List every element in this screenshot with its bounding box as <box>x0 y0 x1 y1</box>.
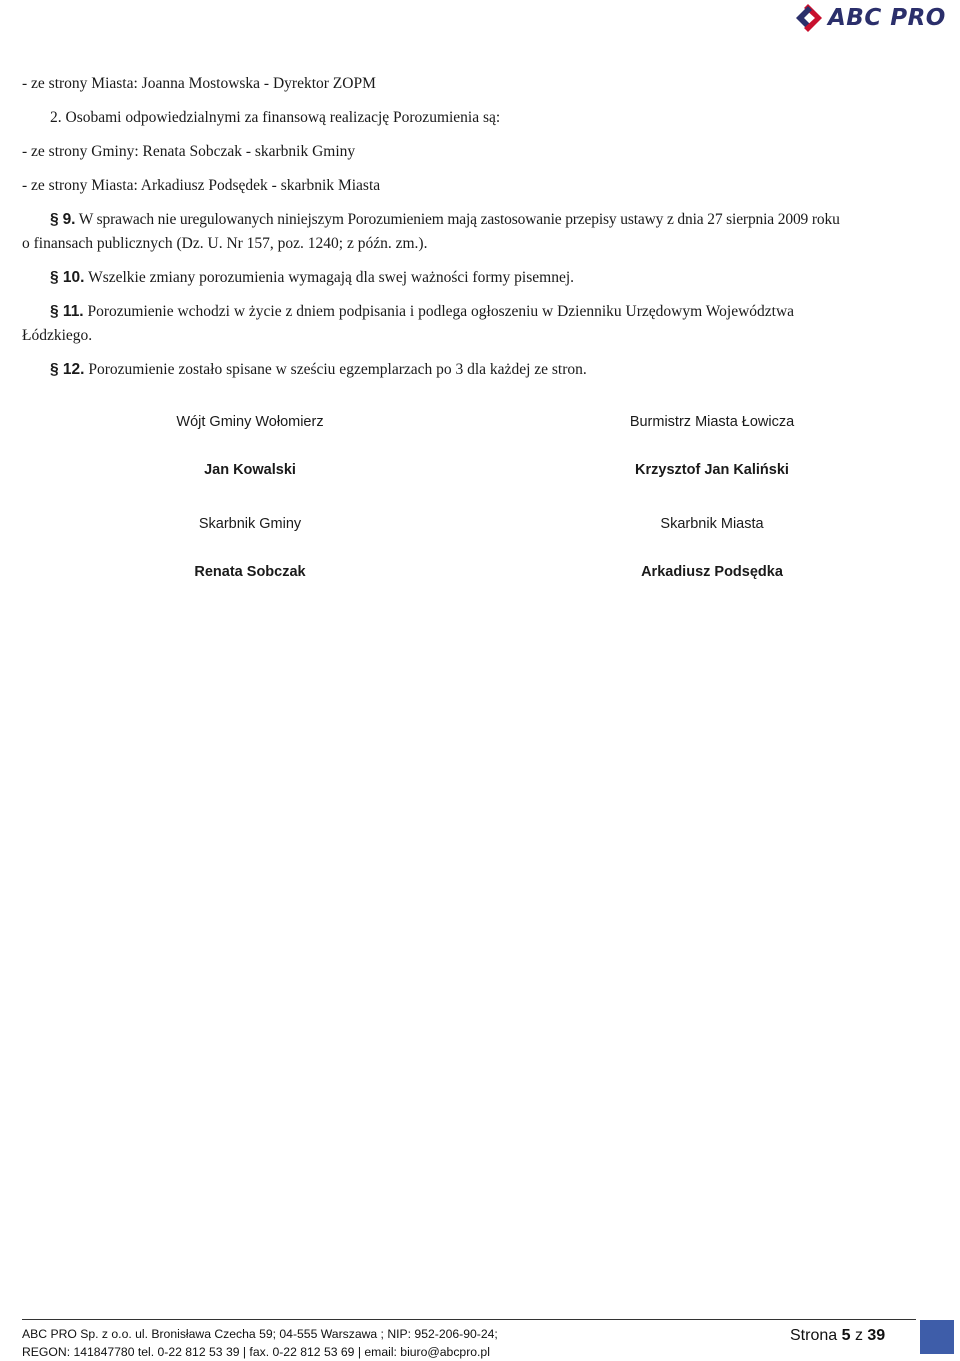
section-paragraph-11 <box>50 299 934 325</box>
line-text: - ze strony Miasta: Joanna Mostowska - Dyrektor ZOPM <box>22 75 376 92</box>
line-text: W sprawach nie uregulowanych niniejszym Porozumieniem mają zastosowanie przepisy ustawy z dnia 27 sierpnia 2009 roku <box>75 211 840 228</box>
section-number: § 11. <box>50 303 84 320</box>
signature-name-left: Jan Kowalski <box>204 462 296 478</box>
signature-name-right: Krzysztof Jan Kaliński <box>635 462 789 478</box>
line-text: o finansach publicznych (Dz. U. Nr 157, poz. 1240; z późn. zm.). <box>22 235 428 252</box>
line-text: 2. Osobami odpowiedzialnymi za finansową realizację Porozumienia są: <box>50 109 501 126</box>
section-paragraph-9 <box>50 207 934 233</box>
section-paragraph-10 <box>50 265 934 291</box>
footer-accent-box <box>920 1320 954 1354</box>
line-text: - ze strony Miasta: Arkadiusz Podsędek - skarbnik Miasta <box>22 177 381 194</box>
page-number <box>790 1327 885 1345</box>
line-text: Porozumienie zostało spisane w sześciu egzemplarzach po 3 dla każdej ze stron. <box>84 361 587 378</box>
signature-name-left-2: Renata Sobczak <box>194 564 306 580</box>
section-paragraph-12 <box>50 357 934 383</box>
footer-company-info <box>22 1325 498 1361</box>
signature-title-right: Burmistrz Miasta Łowicza <box>629 414 795 430</box>
body-line <box>22 71 934 97</box>
section-number: § 12. <box>50 361 85 378</box>
footer-line-2: REGON: 141847780 tel. 0-22 812 53 39 | fax. 0-22 812 53 69 | email: biuro@abcpro.pl <box>22 1345 490 1359</box>
signature-title-right-2: Skarbnik Miasta <box>660 516 764 532</box>
abc-pro-logo-icon <box>792 2 828 36</box>
line-text: - ze strony Gminy: Renata Sobczak - skarbnik Gminy <box>22 143 356 160</box>
footer-divider <box>22 1319 916 1320</box>
body-line <box>22 173 934 199</box>
signature-title-left: Wójt Gminy Wołomierz <box>176 414 324 430</box>
page-label: Strona <box>790 1327 838 1344</box>
page-separator: z <box>854 1327 863 1344</box>
footer-line-1: ABC PRO Sp. z o.o. ul. Bronisława Czecha 59; 04-555 Warszawa ; NIP: 952-206-90-24; <box>22 1327 498 1341</box>
signature-title-left-2: Skarbnik Gminy <box>198 516 302 532</box>
line-text: Łódzkiego. <box>22 327 93 344</box>
page-current: 5 <box>841 1327 851 1344</box>
line-text: Wszelkie zmiany porozumienia wymagają dla swej ważności formy pisemnej. <box>84 269 575 286</box>
body-line <box>22 139 934 165</box>
body-line <box>50 105 934 131</box>
body-line <box>22 231 934 257</box>
section-number: § 9. <box>50 211 76 228</box>
body-line <box>22 323 934 349</box>
signature-name-right-2: Arkadiusz Podsędka <box>641 564 783 580</box>
page-total: 39 <box>867 1327 886 1344</box>
logo-text: ABC PRO <box>828 5 946 31</box>
section-number: § 10. <box>50 269 85 286</box>
abc-pro-logo <box>792 2 956 36</box>
line-text: Porozumienie wchodzi w życie z dniem podpisania i podlega ogłoszeniu w Dzienniku Urzędowym Województwa <box>83 303 795 320</box>
